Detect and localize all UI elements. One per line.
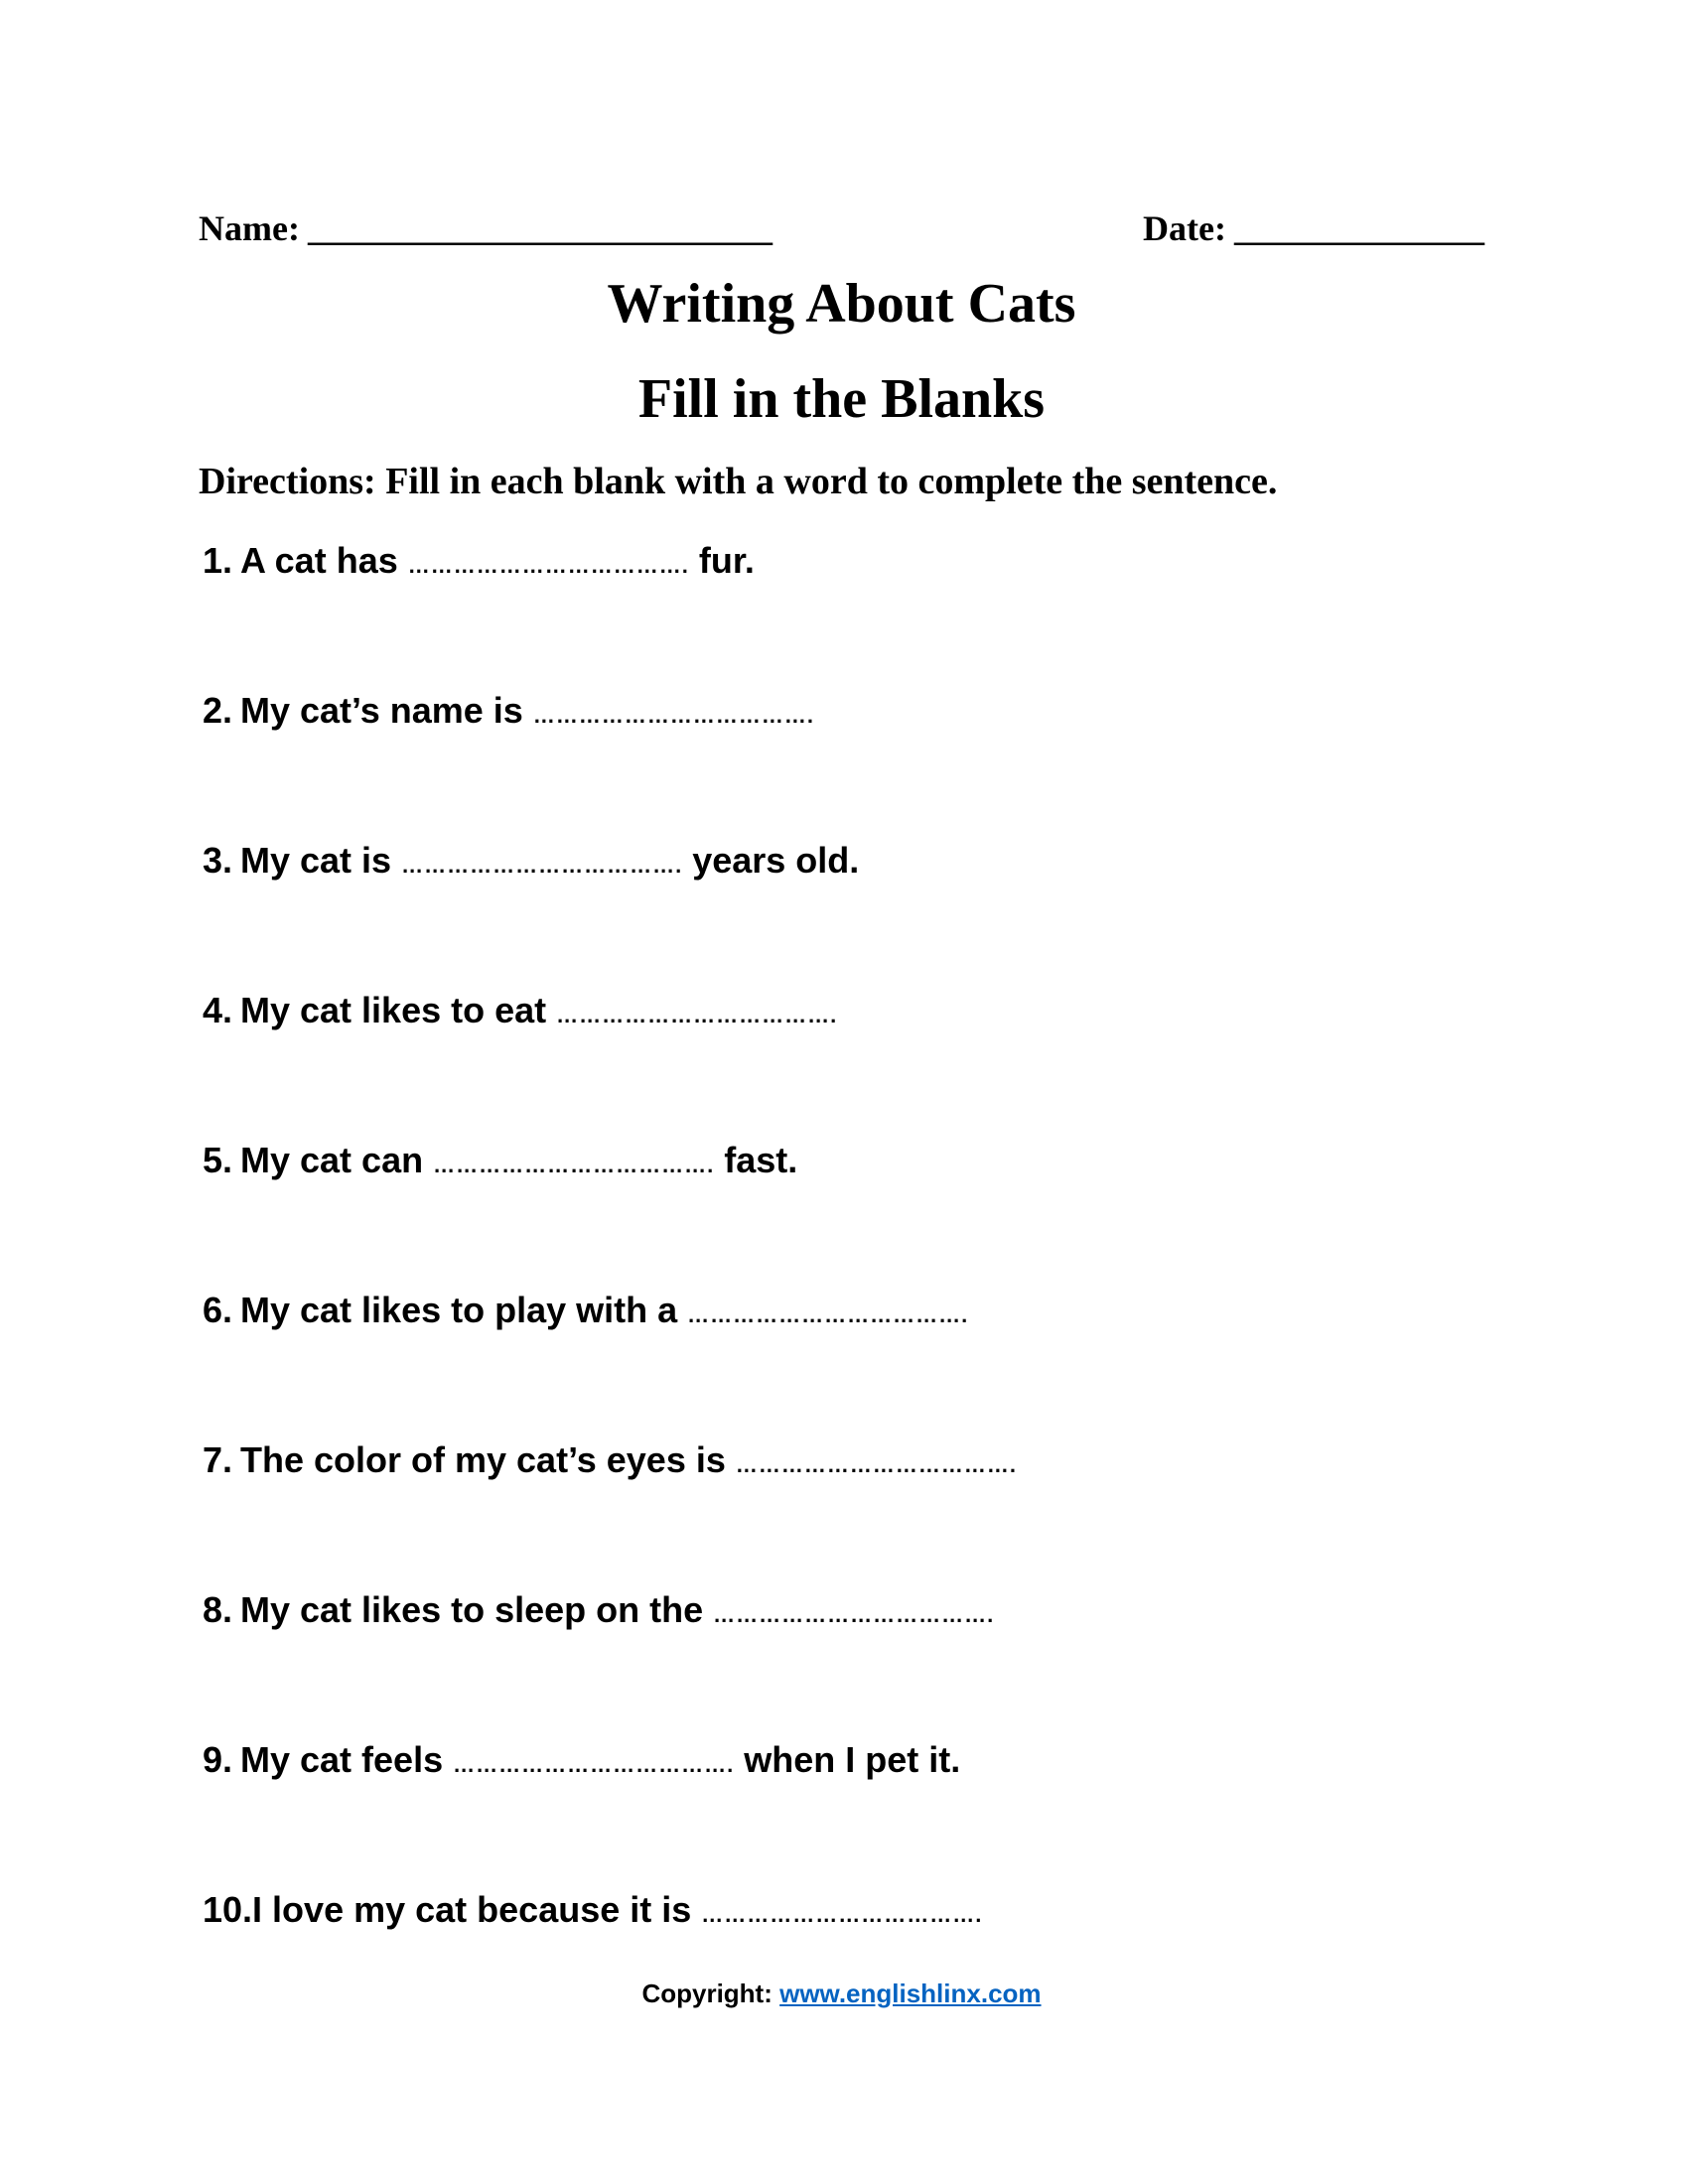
item-number: 5. [203, 1140, 233, 1180]
item-number: 2. [203, 690, 233, 731]
worksheet-item [203, 1737, 1484, 1788]
item-text-pre: My cat’s name is [240, 690, 533, 731]
item-number: 3. [203, 840, 233, 881]
fill-in-blank: ………………………………. [556, 1003, 838, 1027]
item-number: 6. [203, 1290, 233, 1330]
fill-in-blank: ………………………………. [701, 1902, 983, 1927]
worksheet-subtitle: Fill in the Blanks [637, 368, 1046, 430]
header [199, 206, 1484, 250]
date-field [1143, 206, 1484, 250]
worksheet-item [203, 1437, 1484, 1488]
fill-in-blank: ………………………………. [532, 703, 814, 728]
item-text-pre: My cat likes to eat [240, 990, 557, 1030]
fill-in-blank: ………………………………. [401, 853, 683, 878]
worksheet-items [203, 538, 1484, 1938]
item-text-post: fast. [714, 1140, 798, 1180]
item-number: 1. [203, 540, 233, 581]
item-number: 10. [203, 1889, 253, 1930]
item-number: 9. [203, 1739, 233, 1780]
copyright-label: Copyright: [641, 1979, 780, 2008]
fill-in-blank: ………………………………. [687, 1302, 969, 1327]
item-text-pre: My cat likes to play with a [240, 1290, 688, 1330]
worksheet-item [203, 538, 1484, 589]
worksheet-item [203, 838, 1484, 888]
worksheet-title: Writing About Cats [607, 273, 1076, 335]
date-blank-line: ______________ [1234, 208, 1484, 248]
item-text-pre: The color of my cat’s eyes is [240, 1439, 736, 1480]
item-number: 4. [203, 990, 233, 1030]
fill-in-blank: ………………………………. [453, 1752, 735, 1777]
copyright-link[interactable]: www.englishlinx.com [779, 1979, 1042, 2008]
fill-in-blank: ………………………………. [735, 1452, 1017, 1477]
item-text-post: fur. [688, 540, 755, 581]
date-label: Date: [1143, 208, 1226, 248]
worksheet-item [203, 1887, 1484, 1938]
fill-in-blank: ………………………………. [713, 1602, 995, 1627]
worksheet-item [203, 688, 1484, 739]
item-text-pre: A cat has [240, 540, 408, 581]
worksheet-item [203, 988, 1484, 1038]
item-text-post: when I pet it. [734, 1739, 961, 1780]
directions-text: Directions: Fill in each blank with a word to complete the sentence. [199, 461, 1278, 502]
name-label: Name: [199, 208, 300, 248]
worksheet-item [203, 1288, 1484, 1338]
item-text-pre: My cat is [240, 840, 402, 881]
item-text-pre: My cat likes to sleep on the [240, 1589, 714, 1630]
item-text-pre: I love my cat because it is [252, 1889, 702, 1930]
item-text-post: years old. [682, 840, 860, 881]
name-blank-line: __________________________ [307, 208, 773, 248]
item-number: 7. [203, 1439, 233, 1480]
item-number: 8. [203, 1589, 233, 1630]
worksheet-item [203, 1138, 1484, 1188]
fill-in-blank: ………………………………. [433, 1153, 715, 1177]
item-text-pre: My cat can [240, 1140, 434, 1180]
name-field [199, 206, 773, 250]
worksheet-item [203, 1587, 1484, 1638]
footer [199, 1978, 1484, 2009]
item-text-pre: My cat feels [240, 1739, 454, 1780]
fill-in-blank: ………………………………. [407, 553, 689, 578]
